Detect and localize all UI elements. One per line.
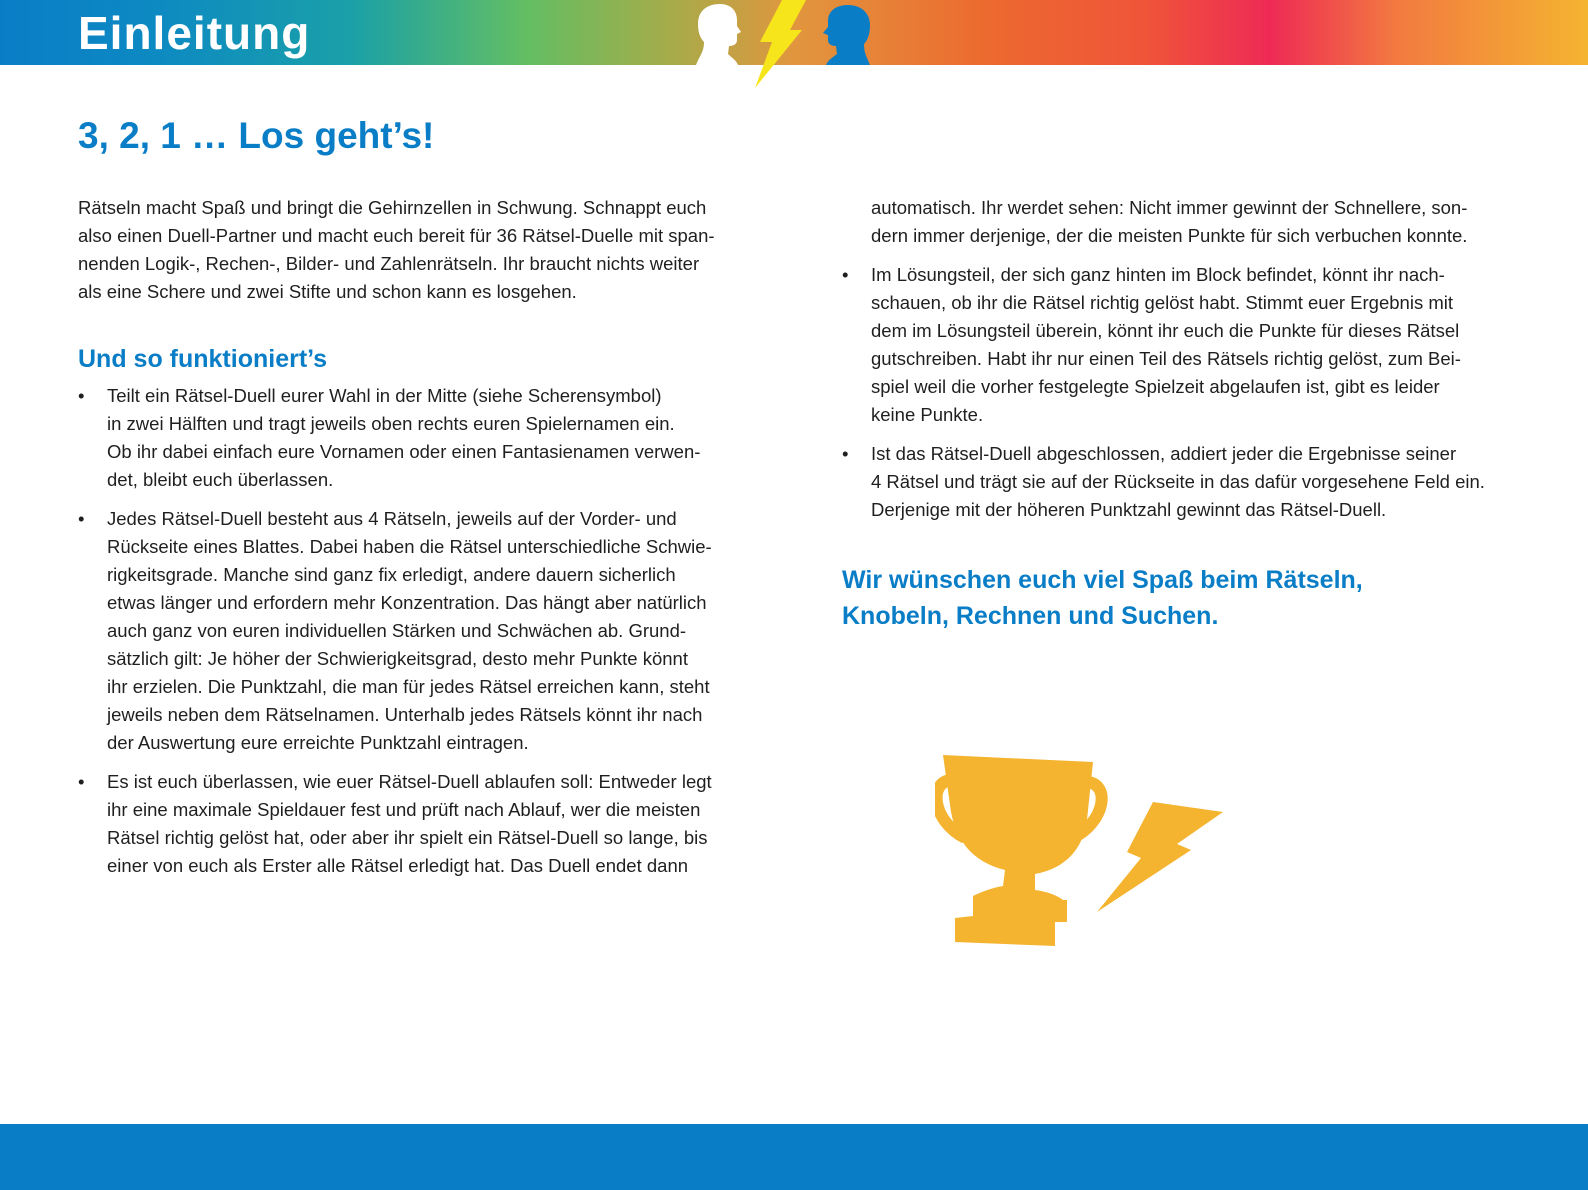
instructions-list: [78, 382, 778, 880]
intro-paragraph: Rätseln macht Spaß und bringt die Gehirnzellen in Schwung. Schnappt euch also einen Duell-Partner und macht euch bereit für 36 Rätsel-Duelle mit span- nenden Logik-, Rechen-, Bilder- und Zahlenrätseln. Ihr braucht nichts weiter als eine Schere und zwei Stifte und schon kann es losgehen.: [78, 197, 715, 302]
footer-band: [0, 1124, 1588, 1190]
list-item: • Im Lösungsteil, der sich ganz hinten im Block befindet, könnt ihr nach- schauen, ob ihr die Rätsel richtig gelöst habt. Stimmt euer Ergebnis mit dem im Lösungsteil überein, könnt ihr euch die Punkte für dieses Rätsel gutschreiben. Habt ihr nur einen Teil des Rätsels richtig gelöst, zum Bei- spiel weil die vorher festgelegte Spielzeit abgelaufen ist, gibt es leider keine Punkte.: [842, 261, 1542, 429]
right-column: [842, 194, 1542, 634]
lightning-bolt-icon: [1097, 802, 1223, 912]
lightning-icon: [755, 0, 806, 88]
list-item: • Ist das Rätsel-Duell abgeschlossen, addiert jeder die Ergebnisse seiner 4 Rätsel und trägt sie auf der Rückseite in das dafür vorgesehene Feld ein. Derjenige mit der höheren Punktzahl gewinnt das Rätsel-Duell.: [842, 440, 1542, 524]
trophy-illustration: [935, 750, 1240, 960]
instructions-list-continued: [842, 261, 1542, 524]
list-item-continuation: automatisch. Ihr werdet sehen: Nicht immer gewinnt der Schnellere, son- dern immer derjenige, der die meisten Punkte für sich verbuchen konnte.: [871, 197, 1468, 246]
bullet: •: [78, 385, 85, 406]
head-white-icon: [696, 4, 741, 65]
section-title: Einleitung: [78, 7, 311, 59]
closing-message: Wir wünschen euch viel Spaß beim Rätseln, Knobeln, Rechnen und Suchen.: [842, 566, 1363, 630]
page-title: 3, 2, 1 … Los geht’s!: [78, 115, 435, 156]
head-blue-icon: [823, 5, 870, 65]
trophy-icon: [937, 755, 1102, 946]
list-item: • Es ist euch überlassen, wie euer Rätsel-Duell ablaufen soll: Entweder legt ihr eine maximale Spieldauer fest und prüft nach Ablauf, wer die meisten Rätsel richtig gelöst hat, oder aber ihr spielt ein Rätsel-Duell so lange, bis einer von euch als Erster alle Rätsel erledigt hat. Das Duell endet dann: [78, 768, 778, 880]
left-column: [78, 194, 778, 891]
bullet: •: [842, 443, 849, 464]
bullet: •: [78, 508, 85, 529]
list-item: • Jedes Rätsel-Duell besteht aus 4 Rätseln, jeweils auf der Vorder- und Rückseite eines Blattes. Dabei haben die Rätsel unterschiedliche Schwie- rigkeitsgrade. Manche sind ganz fix erledigt, andere dauern sicherlich etwas länger und erfordern mehr Konzentration. Das hängt aber natürlich auch ganz von euren individuellen Stärken und Schwächen ab. Grund- sätzlich gilt: Je höher der Schwierigkeitsgrad, desto mehr Punkte könnt ihr erzielen. Die Punktzahl, die man für jedes Rätsel erreichen kann, steht jeweils neben dem Rätselnamen. Unterhalb jedes Rätsels könnt ihr nach der Auswertung eure erreichte Punktzahl eintragen.: [78, 505, 778, 757]
header-band: [0, 0, 1588, 65]
list-item: • Teilt ein Rätsel-Duell eurer Wahl in der Mitte (siehe Scherensymbol) in zwei Hälften und tragt jeweils oben rechts euren Spielernamen ein. Ob ihr dabei einfach eure Vornamen oder einen Fantasienamen verwen- det, bleibt euch überlassen.: [78, 382, 778, 494]
section-heading: Und so funktioniert’s: [78, 345, 328, 373]
header-illustration: [690, 0, 880, 90]
bullet: •: [78, 771, 85, 792]
bullet: •: [842, 264, 849, 285]
